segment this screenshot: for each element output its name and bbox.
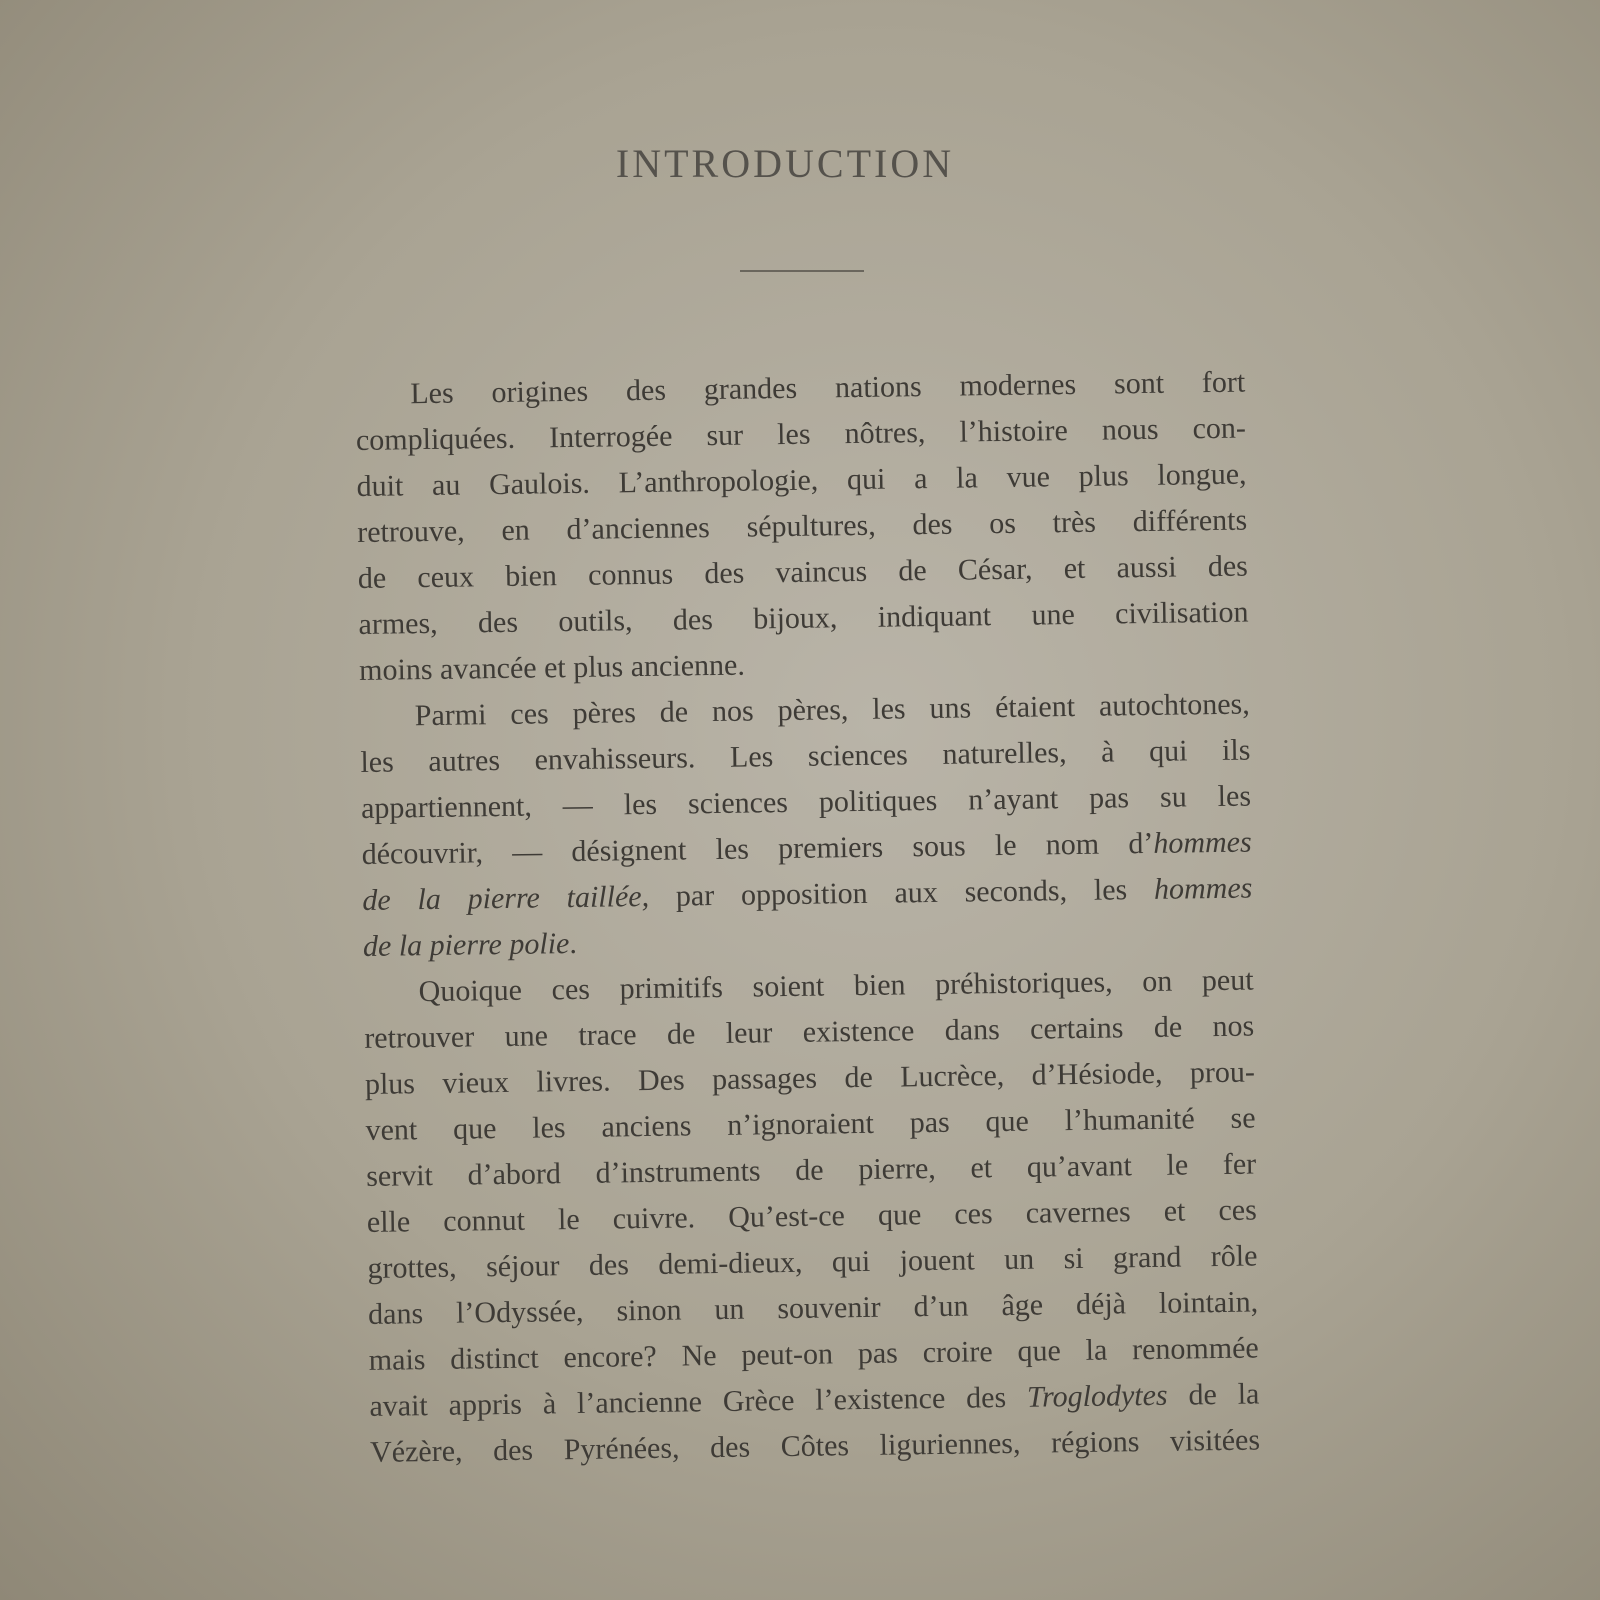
text-line: les autres envahisseurs. Les sciences naturelles, à qui ils	[360, 733, 1251, 779]
text-line: compliquées. Interrogée sur les nôtres, l’histoire nous con-	[355, 411, 1247, 457]
text-line: Quoique ces primitifs soient bien préhistoriques, on peut	[418, 963, 1254, 1009]
text-line: mais distinct encore? Ne peut-on pas croire que la renommée	[368, 1331, 1259, 1377]
text-line: armes, des outils, des bijoux, indiquant une civilisation	[358, 595, 1249, 641]
text-line: servit d’abord d’instruments de pierre, et qu’avant le fer	[366, 1147, 1257, 1193]
text-line: moins avancée et plus ancienne.	[358, 648, 746, 687]
text-segment: par opposition aux seconds, les	[648, 872, 1155, 913]
text-line: Les origines des grandes nations modernes sont fort	[410, 365, 1246, 411]
italic-term: hommes	[1153, 871, 1253, 906]
italic-term: Troglodytes	[1026, 1378, 1168, 1414]
text-line: vent que les anciens n’ignoraient pas que l’humanité se	[365, 1101, 1256, 1147]
text-line: Parmi ces pères de nos pères, les uns étaient autochtones,	[414, 687, 1250, 733]
italic-term: de la pierre taillée,	[362, 879, 650, 917]
text-line: duit au Gaulois. L’anthropologie, qui a la vue plus longue,	[356, 457, 1247, 503]
text-segment: de la	[1167, 1377, 1260, 1412]
text-line: elle connut le cuivre. Qu’est-ce que ces cavernes et ces	[366, 1193, 1258, 1239]
text-line: retrouver une trace de leur existence dans certains de nos	[364, 1009, 1255, 1055]
text-segment: avait appris à l’ancienne Grèce l’existence des	[369, 1380, 1028, 1423]
text-line: appartiennent, — les sciences politiques n’ayant pas su les	[360, 779, 1252, 825]
body-text	[355, 360, 1260, 1476]
text-line: dans l’Odyssée, sinon un souvenir d’un âge déjà lointain,	[367, 1285, 1259, 1331]
text-line: de ceux bien connus des vaincus de César, et aussi des	[357, 549, 1249, 595]
text-line: grottes, séjour des demi-dieux, qui jouent un si grand rôle	[367, 1239, 1258, 1285]
italic-term: de la pierre polie	[362, 927, 570, 963]
text-line: retrouve, en d’anciennes sépultures, des os très différents	[357, 503, 1248, 549]
chapter-title: INTRODUCTION	[615, 141, 955, 186]
text-segment: découvrir, — désignent les premiers sous le nom d’	[361, 826, 1154, 871]
title-rule	[740, 270, 864, 272]
text-segment: .	[569, 926, 578, 961]
text-line: plus vieux livres. Des passages de Lucrèce, d’Hésiode, prou-	[364, 1055, 1256, 1101]
italic-term: hommes	[1153, 825, 1252, 860]
text-line: Vézère, des Pyrénées, des Côtes liguriennes, régions visitées	[369, 1423, 1261, 1469]
